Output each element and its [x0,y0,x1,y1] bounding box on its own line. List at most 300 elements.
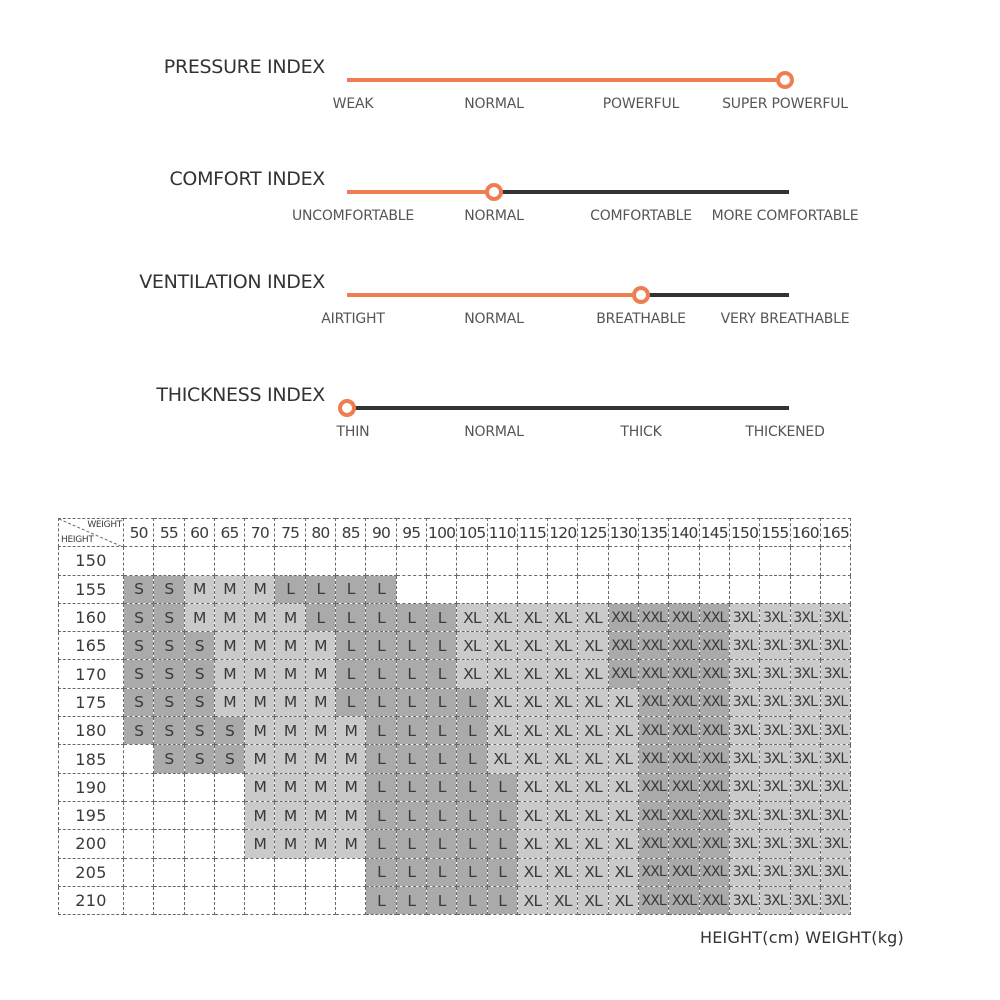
height-cell: 180 [59,717,124,745]
height-cell: 160 [59,603,124,631]
size-cell: XL [548,688,578,716]
size-cell: S [214,717,244,745]
weight-header-cell: 135 [639,519,669,547]
size-cell: M [245,688,275,716]
size-cell: 3XL [820,688,850,716]
size-cell: M [245,773,275,801]
height-cell: 200 [59,830,124,858]
size-cell: 3XL [760,632,790,660]
size-cell: XXL [699,858,729,886]
size-cell: XL [517,801,547,829]
size-cell: M [275,660,305,688]
size-chart-table [58,518,851,915]
size-cell: 3XL [760,801,790,829]
size-cell: L [426,717,456,745]
weight-header-cell: 145 [699,519,729,547]
size-cell: 3XL [729,830,759,858]
height-cell: 210 [59,886,124,914]
index-title: COMFORT INDEX [169,168,325,190]
height-row [59,688,851,716]
size-cell: S [184,717,214,745]
index-level-label: THICKENED [745,424,825,440]
size-cell: L [426,688,456,716]
empty-cell [214,858,244,886]
size-cell: M [184,603,214,631]
weight-header-cell: 115 [517,519,547,547]
size-cell: XXL [639,830,669,858]
size-cell: XL [608,801,638,829]
size-cell: L [457,886,487,914]
size-cell: XXL [669,886,699,914]
index-scale [139,271,849,327]
size-cell: 3XL [760,717,790,745]
size-cell: 3XL [790,717,820,745]
size-cell: L [396,773,426,801]
size-cell: L [366,717,396,745]
size-cell: XL [608,688,638,716]
height-cell: 170 [59,660,124,688]
size-cell: XL [487,603,517,631]
height-row [59,773,851,801]
size-cell: L [366,575,396,603]
size-cell: M [214,688,244,716]
empty-cell [487,547,517,575]
size-cell: XL [457,660,487,688]
size-cell: L [457,773,487,801]
index-level-label: NORMAL [464,96,524,112]
size-cell: L [366,745,396,773]
size-cell: XL [517,632,547,660]
size-cell: M [305,688,335,716]
size-cell: XXL [699,745,729,773]
empty-cell [760,575,790,603]
size-cell: L [366,632,396,660]
size-cell: L [426,773,456,801]
empty-cell [245,886,275,914]
empty-cell [154,547,184,575]
size-cell: XL [548,632,578,660]
empty-cell [366,547,396,575]
size-cell: L [487,886,517,914]
size-cell: M [275,717,305,745]
empty-cell [184,886,214,914]
weight-header-cell: 165 [820,519,850,547]
size-cell: M [275,632,305,660]
empty-cell [154,773,184,801]
height-cell: 185 [59,745,124,773]
size-cell: M [245,801,275,829]
weight-header-cell: 140 [669,519,699,547]
index-level-label: AIRTIGHT [321,311,385,327]
size-cell: M [305,632,335,660]
size-cell: XL [548,886,578,914]
size-cell: L [487,801,517,829]
size-cell: XXL [639,660,669,688]
empty-cell [729,547,759,575]
size-cell: 3XL [820,886,850,914]
size-cell: XL [578,801,608,829]
size-cell: 3XL [790,830,820,858]
size-cell: M [245,717,275,745]
empty-cell [760,547,790,575]
size-cell: 3XL [760,858,790,886]
empty-cell [305,547,335,575]
size-cell: 3XL [820,603,850,631]
size-cell: XL [578,603,608,631]
size-cell: XXL [639,801,669,829]
size-cell: M [214,632,244,660]
size-cell: 3XL [760,603,790,631]
size-cell: 3XL [820,830,850,858]
empty-cell [275,858,305,886]
empty-cell [184,773,214,801]
empty-cell [396,547,426,575]
corner-cell [59,519,124,547]
size-cell: M [275,773,305,801]
size-cell: XXL [669,858,699,886]
size-cell: L [396,886,426,914]
size-cell: M [245,745,275,773]
size-cell: XXL [699,830,729,858]
weight-header-cell: 85 [336,519,366,547]
size-cell: L [457,830,487,858]
size-cell: XL [608,858,638,886]
size-cell: XXL [639,717,669,745]
size-cell: L [336,688,366,716]
size-cell: L [336,660,366,688]
size-cell: XXL [639,858,669,886]
size-cell: L [366,801,396,829]
corner-height-label: HEIGHT [61,535,94,546]
weight-header-cell: 65 [214,519,244,547]
empty-cell [214,886,244,914]
size-cell: M [275,603,305,631]
size-cell: M [305,745,335,773]
empty-cell [487,575,517,603]
size-cell: M [245,830,275,858]
size-cell: XL [487,660,517,688]
index-marker [487,185,501,199]
size-cell: XXL [608,603,638,631]
size-cell: XL [517,886,547,914]
size-cell: 3XL [729,858,759,886]
empty-cell [578,547,608,575]
size-cell: M [214,603,244,631]
size-cell: L [366,688,396,716]
size-cell: L [396,745,426,773]
size-cell: 3XL [760,745,790,773]
size-cell: S [184,688,214,716]
empty-cell [124,547,154,575]
empty-cell [245,547,275,575]
size-cell: 3XL [729,801,759,829]
index-scales [0,0,1000,470]
index-marker [778,73,792,87]
size-cell: M [275,801,305,829]
size-cell: XL [457,603,487,631]
size-cell: XL [608,773,638,801]
size-cell: XXL [699,886,729,914]
size-cell: 3XL [820,773,850,801]
empty-cell [154,886,184,914]
empty-cell [124,830,154,858]
size-cell: 3XL [729,745,759,773]
size-cell: S [184,745,214,773]
size-cell: M [245,575,275,603]
weight-header-cell: 80 [305,519,335,547]
size-cell: XL [548,801,578,829]
index-scale [164,56,849,112]
empty-cell [457,547,487,575]
size-cell: L [457,745,487,773]
size-cell: 3XL [760,886,790,914]
weight-header-cell: 150 [729,519,759,547]
size-cell: 3XL [760,688,790,716]
height-cell: 190 [59,773,124,801]
size-cell: XXL [699,801,729,829]
weight-header-cell: 155 [760,519,790,547]
weight-header-cell: 95 [396,519,426,547]
size-cell: L [366,773,396,801]
empty-cell [578,575,608,603]
size-cell: XL [517,830,547,858]
weight-header-cell: 130 [608,519,638,547]
empty-cell [214,773,244,801]
size-cell: 3XL [790,603,820,631]
index-level-label: POWERFUL [602,96,680,112]
size-cell: M [305,717,335,745]
size-cell: XL [608,830,638,858]
size-cell: XL [487,717,517,745]
size-cell: L [275,575,305,603]
height-row [59,745,851,773]
empty-cell [184,830,214,858]
empty-cell [639,547,669,575]
size-cell: L [336,603,366,631]
size-cell: 3XL [820,660,850,688]
empty-cell [214,801,244,829]
size-cell: L [396,632,426,660]
empty-cell [820,575,850,603]
size-cell: XXL [699,660,729,688]
empty-cell [336,547,366,575]
size-cell: XL [487,688,517,716]
size-cell: L [487,830,517,858]
corner-weight-label: WEIGHT [87,520,122,530]
size-cell: S [154,717,184,745]
size-cell: 3XL [820,801,850,829]
size-cell: S [124,575,154,603]
size-cell: M [305,660,335,688]
size-cell: S [124,717,154,745]
size-cell: XXL [669,603,699,631]
size-cell: M [336,717,366,745]
size-cell: L [426,603,456,631]
size-cell: XL [578,773,608,801]
size-cell: S [184,632,214,660]
size-cell: L [457,801,487,829]
height-cell: 205 [59,858,124,886]
size-cell: S [124,632,154,660]
empty-cell [396,575,426,603]
size-cell: XXL [669,801,699,829]
empty-cell [124,858,154,886]
size-cell: XXL [639,688,669,716]
units-footnote: HEIGHT(cm) WEIGHT(kg) [700,928,904,947]
empty-cell [608,547,638,575]
size-cell: XL [578,886,608,914]
size-cell: XXL [669,688,699,716]
size-cell: XL [578,688,608,716]
empty-cell [305,858,335,886]
weight-header-cell: 110 [487,519,517,547]
size-cell: XL [548,660,578,688]
index-level-label: NORMAL [464,208,524,224]
empty-cell [305,886,335,914]
size-cell: XL [517,660,547,688]
size-cell: XL [548,830,578,858]
size-cell: L [396,688,426,716]
empty-cell [336,858,366,886]
size-cell: XXL [699,603,729,631]
size-cell: XXL [669,660,699,688]
weight-header-cell: 50 [124,519,154,547]
size-cell: S [184,660,214,688]
size-cell: XL [548,773,578,801]
size-cell: M [336,745,366,773]
size-cell: L [487,773,517,801]
size-cell: S [124,603,154,631]
size-cell: L [366,603,396,631]
size-cell: XXL [669,717,699,745]
weight-header-row [59,519,851,547]
size-cell: S [154,688,184,716]
size-cell: L [426,801,456,829]
empty-cell [154,801,184,829]
size-cell: M [305,830,335,858]
size-cell: L [426,858,456,886]
size-cell: M [336,801,366,829]
size-cell: XL [517,603,547,631]
size-cell: XL [578,745,608,773]
height-cell: 165 [59,632,124,660]
size-cell: M [245,603,275,631]
empty-cell [214,547,244,575]
index-level-label: COMFORTABLE [590,208,692,224]
height-row [59,660,851,688]
size-cell: XXL [669,632,699,660]
size-cell: L [366,660,396,688]
size-cell: L [396,603,426,631]
empty-cell [275,886,305,914]
index-title: THICKNESS INDEX [156,384,325,406]
height-row [59,886,851,914]
empty-cell [426,547,456,575]
empty-cell [275,547,305,575]
empty-cell [669,575,699,603]
size-cell: L [426,745,456,773]
size-cell: S [154,660,184,688]
empty-cell [699,575,729,603]
size-cell: XXL [639,603,669,631]
empty-cell [548,547,578,575]
height-row [59,632,851,660]
index-level-label: WEAK [332,96,374,112]
size-cell: M [214,660,244,688]
height-row [59,858,851,886]
size-cell: XL [548,603,578,631]
height-cell: 175 [59,688,124,716]
size-cell: XL [517,858,547,886]
size-cell: 3XL [790,745,820,773]
index-scale [155,384,824,440]
size-cell: 3XL [820,632,850,660]
size-cell: XL [578,660,608,688]
size-cell: XL [457,632,487,660]
index-level-label: THICK [620,424,662,440]
index-level-label: VERY BREATHABLE [720,311,850,327]
empty-cell [457,575,487,603]
size-cell: 3XL [790,858,820,886]
size-cell: 3XL [729,660,759,688]
size-cell: L [426,886,456,914]
size-cell: M [275,688,305,716]
index-scale [169,168,858,224]
size-cell: XXL [669,773,699,801]
weight-header-cell: 75 [275,519,305,547]
size-cell: M [275,745,305,773]
size-cell: L [366,858,396,886]
empty-cell [729,575,759,603]
index-level-label: UNCOMFORTABLE [291,208,415,224]
size-cell: 3XL [790,886,820,914]
size-cell: 3XL [820,745,850,773]
size-cell: M [245,660,275,688]
size-cell: M [184,575,214,603]
empty-cell [426,575,456,603]
size-cell: M [245,632,275,660]
size-cell: L [396,830,426,858]
size-cell: M [336,773,366,801]
empty-cell [517,547,547,575]
size-cell: S [214,745,244,773]
size-cell: XL [487,745,517,773]
size-cell: M [305,773,335,801]
height-cell: 195 [59,801,124,829]
size-cell: XL [548,745,578,773]
size-cell: M [336,830,366,858]
size-cell: XL [608,717,638,745]
size-cell: XL [517,773,547,801]
index-level-label: THIN [336,424,370,440]
size-cell: XL [578,717,608,745]
size-cell: XL [548,858,578,886]
index-level-label: MORE COMFORTABLE [711,208,859,224]
index-title: VENTILATION INDEX [139,271,325,293]
size-cell: L [305,575,335,603]
size-cell: 3XL [729,603,759,631]
index-level-label: BREATHABLE [596,311,686,327]
size-cell: S [154,603,184,631]
empty-cell [790,575,820,603]
index-title: PRESSURE INDEX [163,56,325,78]
size-cell: XL [578,632,608,660]
empty-cell [184,801,214,829]
size-cell: 3XL [729,717,759,745]
index-marker [634,288,648,302]
weight-header-cell: 125 [578,519,608,547]
weight-header-cell: 120 [548,519,578,547]
